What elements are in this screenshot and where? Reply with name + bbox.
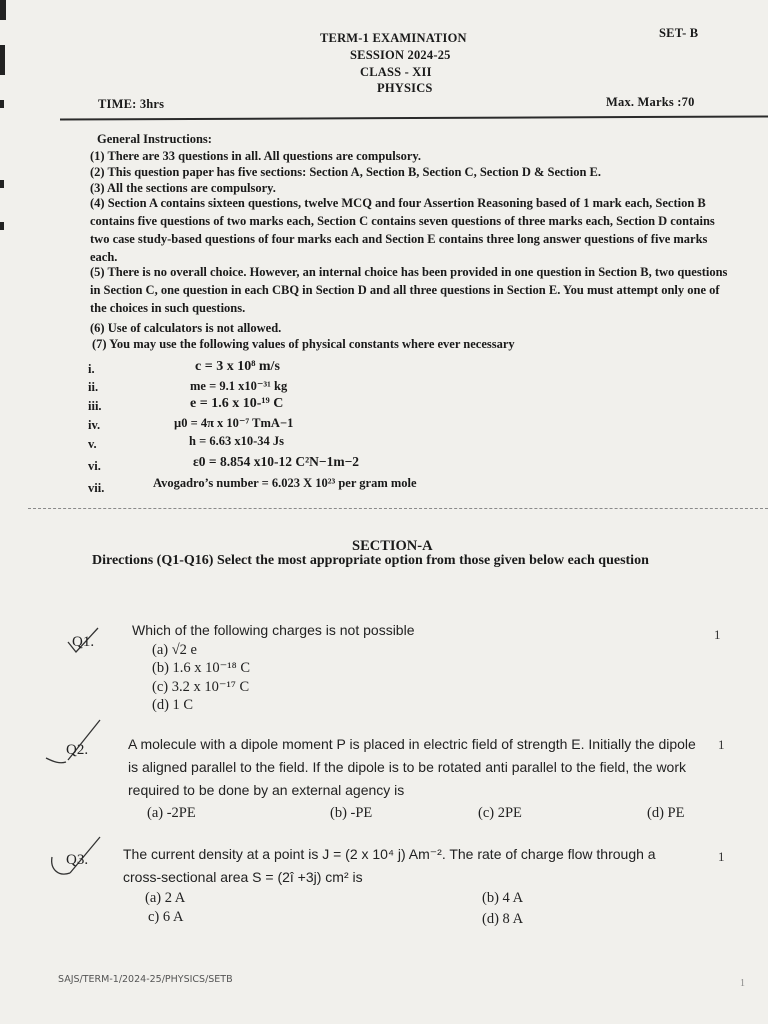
footer-code: SAJS/TERM-1/2024-25/PHYSICS/SETB xyxy=(58,974,233,985)
constant-value: h = 6.63 x10-34 Js xyxy=(189,434,284,448)
instructions-title: General Instructions: xyxy=(97,132,212,146)
page-edge-mark xyxy=(0,0,6,20)
section-title: SECTION-A xyxy=(352,538,433,554)
question-option: (b) -PE xyxy=(330,805,373,821)
time-label: TIME: 3hrs xyxy=(98,97,165,111)
instruction-item: (2) This question paper has five sections: Section A, Section B, Section C, Section D & Section E. xyxy=(90,165,602,179)
constant-value: µ0 = 4π x 10⁻⁷ TmA−1 xyxy=(174,416,294,430)
question-option: c) 6 A xyxy=(148,909,184,925)
exam-title: TERM-1 EXAMINATION xyxy=(320,31,467,45)
constant-number: vi. xyxy=(88,459,101,473)
constant-value: ε0 = 8.854 x10-12 C²N−1m−2 xyxy=(193,454,360,469)
instruction-item: (5) There is no overall choice. However, an internal choice has been provided in one question in Section B, two questions in Section C, one question in each CBQ in Section D and all three questions in Section E. You must attempt only one of the choices in such questions. xyxy=(90,265,728,315)
max-marks-label: Max. Marks :70 xyxy=(606,95,695,109)
page-edge-mark xyxy=(0,222,4,230)
page-edge-mark xyxy=(0,45,5,75)
instruction-item: (1) There are 33 questions in all. All questions are compulsory. xyxy=(90,149,422,163)
question-option: (a) 2 A xyxy=(145,890,186,906)
question-label: Q2. xyxy=(66,742,89,758)
question-option: (b) 1.6 x 10⁻¹⁸ C xyxy=(152,660,251,676)
session-label: SESSION 2024-25 xyxy=(350,48,451,62)
constant-number: iv. xyxy=(88,418,101,432)
constant-value: me = 9.1 x10⁻³¹ kg xyxy=(190,379,288,393)
question-option: (a) -2PE xyxy=(147,805,196,821)
section-directions: Directions (Q1-Q16) Select the most appropriate option from those given below each question xyxy=(92,553,649,568)
question-option: (a) √2 e xyxy=(152,642,197,658)
question-marks: 1 xyxy=(718,849,725,864)
question-option: (c) 2PE xyxy=(478,805,522,821)
instruction-item: (3) All the sections are compulsory. xyxy=(90,181,276,195)
class-label: CLASS - XII xyxy=(360,65,432,79)
question-option: (b) 4 A xyxy=(482,890,524,906)
constant-number: v. xyxy=(88,437,97,451)
page-edge-mark xyxy=(0,100,4,108)
page-edge-mark xyxy=(0,180,4,188)
instruction-item: (7) You may use the following values of physical constants where ever necessary xyxy=(92,337,515,351)
constant-number: vii. xyxy=(88,481,105,495)
constant-number: ii. xyxy=(88,380,99,394)
question-option: (d) 1 C xyxy=(152,697,194,713)
question-text: A molecule with a dipole moment P is placed in electric field of strength E. Initially the dipole is aligned parallel to the field. If the dipole is to be rotated anti parallel to the field, the work required to be done by an external agency is xyxy=(128,736,696,798)
question-text: The current density at a point is J = (2 x 10⁴ j) Am⁻². The rate of charge flow through a cross-sectional area S = (2î +3j) cm² is xyxy=(123,846,656,885)
constant-value: c = 3 x 10⁸ m/s xyxy=(195,359,280,374)
question-option: (c) 3.2 x 10⁻¹⁷ C xyxy=(152,679,250,695)
constant-value: e = 1.6 x 10-¹⁹ C xyxy=(190,396,284,411)
question-label: Q1. xyxy=(72,634,95,650)
constant-number: iii. xyxy=(88,399,102,413)
question-marks: 1 xyxy=(714,627,721,642)
constant-number: i. xyxy=(88,362,95,376)
instruction-item: (6) Use of calculators is not allowed. xyxy=(90,321,282,335)
instruction-item: (4) Section A contains sixteen questions, twelve MCQ and four Assertion Reasoning based of 1 mark each, Section B contains five questions of two marks each, Section C contains seven questions of three marks each, Section D contains two case study-based questions of four marks each and Section E contains three long answer questions of five marks each. xyxy=(90,196,715,264)
question-marks: 1 xyxy=(718,737,725,752)
set-label: SET- B xyxy=(659,26,699,40)
question-label: Q3. xyxy=(66,852,89,868)
subject-label: PHYSICS xyxy=(377,81,433,95)
question-option: (d) PE xyxy=(647,805,685,821)
question-text: Which of the following charges is not possible xyxy=(132,622,415,638)
question-option: (d) 8 A xyxy=(482,911,524,927)
section-divider xyxy=(28,508,768,509)
page-number: 1 xyxy=(740,978,745,989)
constant-value: Avogadro’s number = 6.023 X 10²³ per gram mole xyxy=(153,476,417,490)
header-rule xyxy=(60,115,768,120)
